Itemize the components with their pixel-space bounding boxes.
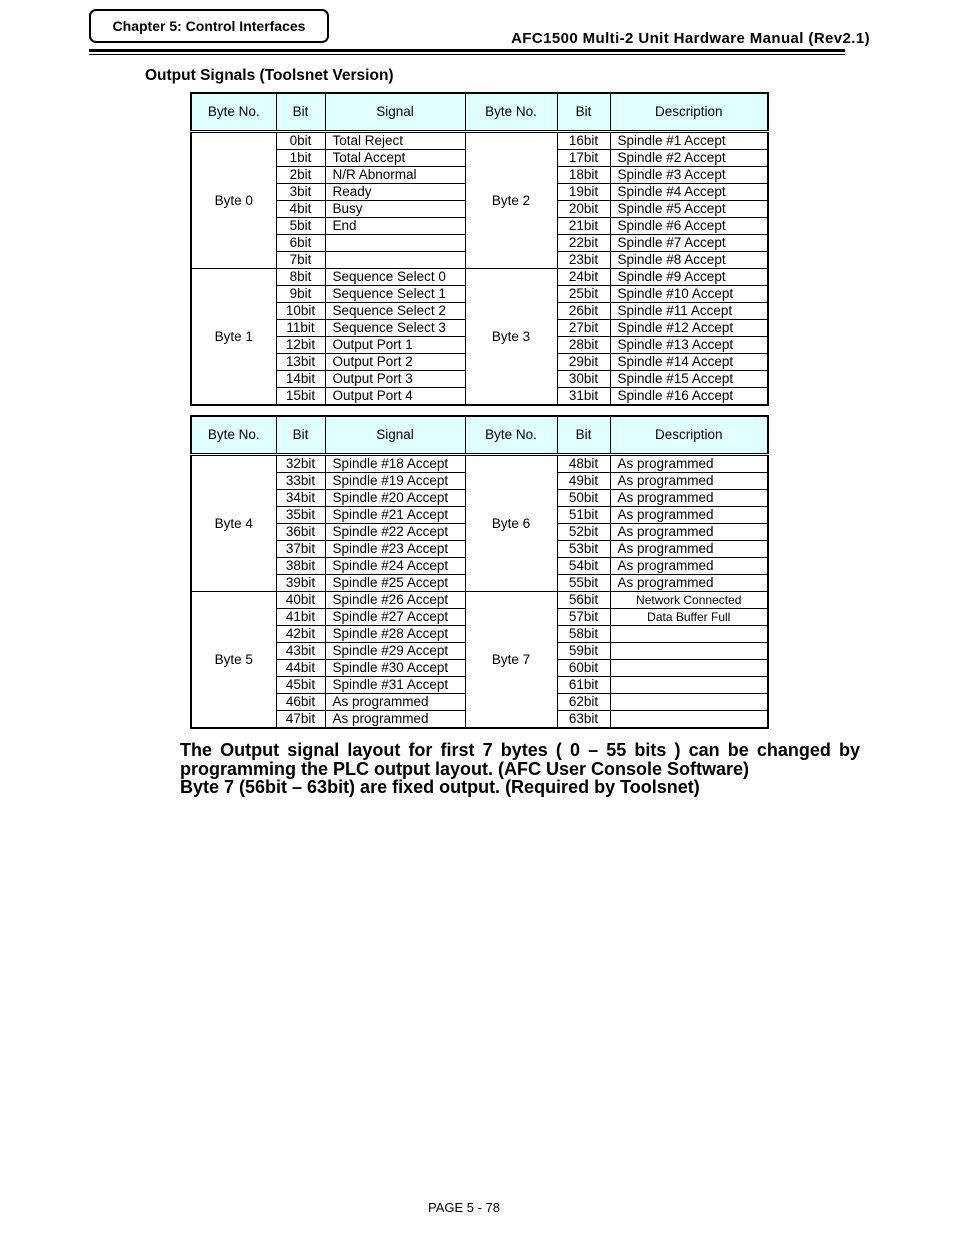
signal-cell: Sequence Select 0 — [325, 269, 465, 286]
header-rule — [89, 49, 845, 52]
bit-cell: 7bit — [276, 252, 325, 269]
description-cell: Spindle #9 Accept — [610, 269, 768, 286]
column-header: Description — [610, 93, 768, 132]
description-cell — [610, 711, 768, 729]
signal-cell: Spindle #30 Accept — [325, 660, 465, 677]
signal-cell: Total Reject — [325, 132, 465, 150]
signal-cell — [325, 252, 465, 269]
signal-cell: Output Port 1 — [325, 337, 465, 354]
bit-cell: 36bit — [276, 524, 325, 541]
description-cell: Spindle #16 Accept — [610, 388, 768, 406]
bit-cell: 16bit — [557, 132, 610, 150]
bit-cell: 37bit — [276, 541, 325, 558]
bit-cell: 59bit — [557, 643, 610, 660]
bit-cell: 5bit — [276, 218, 325, 235]
table-row — [191, 455, 768, 473]
description-cell: Network Connected — [610, 592, 768, 609]
bit-cell: 61bit — [557, 677, 610, 694]
bit-cell: 46bit — [276, 694, 325, 711]
bit-cell: 50bit — [557, 490, 610, 507]
byte-label: Byte 6 — [465, 455, 557, 592]
table-header-row — [191, 416, 768, 455]
bit-cell: 24bit — [557, 269, 610, 286]
bit-cell: 11bit — [276, 320, 325, 337]
description-cell: Spindle #8 Accept — [610, 252, 768, 269]
signal-cell: Spindle #21 Accept — [325, 507, 465, 524]
column-header: Signal — [325, 416, 465, 455]
description-cell: As programmed — [610, 490, 768, 507]
bit-cell: 57bit — [557, 609, 610, 626]
column-header: Bit — [557, 416, 610, 455]
column-header: Byte No. — [465, 416, 557, 455]
signal-cell: Spindle #28 Accept — [325, 626, 465, 643]
description-cell: Spindle #13 Accept — [610, 337, 768, 354]
signal-cell: Spindle #26 Accept — [325, 592, 465, 609]
note-line: programming the PLC output layout. (AFC User Console Software) — [180, 758, 750, 779]
signal-cell — [325, 235, 465, 252]
signal-cell: Sequence Select 3 — [325, 320, 465, 337]
description-cell: As programmed — [610, 575, 768, 592]
description-cell: Spindle #11 Accept — [610, 303, 768, 320]
column-header: Byte No. — [191, 93, 276, 132]
description-cell — [610, 660, 768, 677]
signal-cell: Ready — [325, 184, 465, 201]
description-cell — [610, 694, 768, 711]
bit-cell: 39bit — [276, 575, 325, 592]
description-cell — [610, 626, 768, 643]
bit-cell: 8bit — [276, 269, 325, 286]
signal-cell: Sequence Select 2 — [325, 303, 465, 320]
bit-cell: 21bit — [557, 218, 610, 235]
column-header: Description — [610, 416, 768, 455]
bit-cell: 40bit — [276, 592, 325, 609]
description-cell: Spindle #14 Accept — [610, 354, 768, 371]
bit-cell: 42bit — [276, 626, 325, 643]
byte-label: Byte 4 — [191, 455, 276, 592]
description-cell: As programmed — [610, 524, 768, 541]
bit-cell: 3bit — [276, 184, 325, 201]
bit-cell: 29bit — [557, 354, 610, 371]
signal-cell: Spindle #25 Accept — [325, 575, 465, 592]
signal-cell: Output Port 2 — [325, 354, 465, 371]
byte-label: Byte 2 — [465, 132, 557, 269]
signal-table — [190, 92, 769, 406]
column-header: Bit — [557, 93, 610, 132]
signal-cell: Spindle #22 Accept — [325, 524, 465, 541]
description-cell: Spindle #7 Accept — [610, 235, 768, 252]
note-line: The Output signal layout for first 7 bytes ( 0 – 55 bits ) can be changed by — [180, 740, 860, 760]
byte-label: Byte 0 — [191, 132, 276, 269]
bit-cell: 33bit — [276, 473, 325, 490]
bit-cell: 32bit — [276, 455, 325, 473]
byte-label: Byte 1 — [191, 269, 276, 406]
signal-cell: Spindle #18 Accept — [325, 455, 465, 473]
bit-cell: 2bit — [276, 167, 325, 184]
bit-cell: 6bit — [276, 235, 325, 252]
signal-cell: As programmed — [325, 711, 465, 729]
signal-cell: Output Port 4 — [325, 388, 465, 406]
bit-cell: 15bit — [276, 388, 325, 406]
description-cell: Spindle #3 Accept — [610, 167, 768, 184]
description-cell: Spindle #10 Accept — [610, 286, 768, 303]
signal-cell: Sequence Select 1 — [325, 286, 465, 303]
description-cell — [610, 677, 768, 694]
bit-cell: 48bit — [557, 455, 610, 473]
bit-cell: 34bit — [276, 490, 325, 507]
description-cell: Data Buffer Full — [610, 609, 768, 626]
bit-cell: 4bit — [276, 201, 325, 218]
description-cell: As programmed — [610, 473, 768, 490]
description-cell: Spindle #2 Accept — [610, 150, 768, 167]
bit-cell: 38bit — [276, 558, 325, 575]
description-cell: Spindle #5 Accept — [610, 201, 768, 218]
bit-cell: 60bit — [557, 660, 610, 677]
bit-cell: 45bit — [276, 677, 325, 694]
signal-cell: Spindle #19 Accept — [325, 473, 465, 490]
description-cell — [610, 643, 768, 660]
signal-cell: Total Accept — [325, 150, 465, 167]
signal-cell: Spindle #23 Accept — [325, 541, 465, 558]
bit-cell: 62bit — [557, 694, 610, 711]
notes — [180, 741, 860, 797]
bit-cell: 54bit — [557, 558, 610, 575]
signal-cell: Busy — [325, 201, 465, 218]
description-cell: Spindle #15 Accept — [610, 371, 768, 388]
bit-cell: 1bit — [276, 150, 325, 167]
bit-cell: 18bit — [557, 167, 610, 184]
byte-label: Byte 7 — [465, 592, 557, 729]
bit-cell: 17bit — [557, 150, 610, 167]
description-cell: Spindle #1 Accept — [610, 132, 768, 150]
description-cell: As programmed — [610, 541, 768, 558]
bit-cell: 56bit — [557, 592, 610, 609]
bit-cell: 55bit — [557, 575, 610, 592]
signal-cell: Output Port 3 — [325, 371, 465, 388]
column-header: Byte No. — [465, 93, 557, 132]
note-line: Byte 7 (56bit – 63bit) are fixed output. (Required by Toolsnet) — [180, 777, 700, 797]
bit-cell: 26bit — [557, 303, 610, 320]
bit-cell: 19bit — [557, 184, 610, 201]
bit-cell: 27bit — [557, 320, 610, 337]
bit-cell: 44bit — [276, 660, 325, 677]
signal-table — [190, 415, 769, 729]
bit-cell: 63bit — [557, 711, 610, 729]
signal-cell: As programmed — [325, 694, 465, 711]
description-cell: Spindle #12 Accept — [610, 320, 768, 337]
manual-title: AFC1500 Multi-2 Unit Hardware Manual (Rev2.1) — [511, 30, 870, 47]
byte-label: Byte 5 — [191, 592, 276, 729]
bit-cell: 35bit — [276, 507, 325, 524]
column-header: Bit — [276, 93, 325, 132]
section-title: Output Signals (Toolsnet Version) — [145, 67, 394, 84]
header-rule-thin — [89, 54, 845, 55]
bit-cell: 20bit — [557, 201, 610, 218]
table-row — [191, 132, 768, 150]
description-cell: Spindle #6 Accept — [610, 218, 768, 235]
bit-cell: 43bit — [276, 643, 325, 660]
signal-cell: Spindle #20 Accept — [325, 490, 465, 507]
signal-cell: Spindle #24 Accept — [325, 558, 465, 575]
table-row — [191, 592, 768, 609]
bit-cell: 23bit — [557, 252, 610, 269]
chapter-label: Chapter 5: Control Interfaces — [89, 9, 329, 43]
description-cell: As programmed — [610, 455, 768, 473]
table-row — [191, 269, 768, 286]
byte-label: Byte 3 — [465, 269, 557, 406]
bit-cell: 12bit — [276, 337, 325, 354]
signal-cell: End — [325, 218, 465, 235]
bit-cell: 52bit — [557, 524, 610, 541]
bit-cell: 31bit — [557, 388, 610, 406]
table-header-row — [191, 93, 768, 132]
bit-cell: 28bit — [557, 337, 610, 354]
bit-cell: 49bit — [557, 473, 610, 490]
description-cell: As programmed — [610, 507, 768, 524]
description-cell: As programmed — [610, 558, 768, 575]
bit-cell: 9bit — [276, 286, 325, 303]
bit-cell: 41bit — [276, 609, 325, 626]
column-header: Byte No. — [191, 416, 276, 455]
bit-cell: 13bit — [276, 354, 325, 371]
bit-cell: 25bit — [557, 286, 610, 303]
bit-cell: 53bit — [557, 541, 610, 558]
signal-cell: N/R Abnormal — [325, 167, 465, 184]
bit-cell: 47bit — [276, 711, 325, 729]
signal-cell: Spindle #31 Accept — [325, 677, 465, 694]
signal-cell: Spindle #27 Accept — [325, 609, 465, 626]
column-header: Signal — [325, 93, 465, 132]
bit-cell: 0bit — [276, 132, 325, 150]
bit-cell: 10bit — [276, 303, 325, 320]
bit-cell: 30bit — [557, 371, 610, 388]
bit-cell: 58bit — [557, 626, 610, 643]
column-header: Bit — [276, 416, 325, 455]
bit-cell: 22bit — [557, 235, 610, 252]
signal-cell: Spindle #29 Accept — [325, 643, 465, 660]
page-number: PAGE 5 - 78 — [427, 1200, 500, 1215]
bit-cell: 51bit — [557, 507, 610, 524]
bit-cell: 14bit — [276, 371, 325, 388]
description-cell: Spindle #4 Accept — [610, 184, 768, 201]
